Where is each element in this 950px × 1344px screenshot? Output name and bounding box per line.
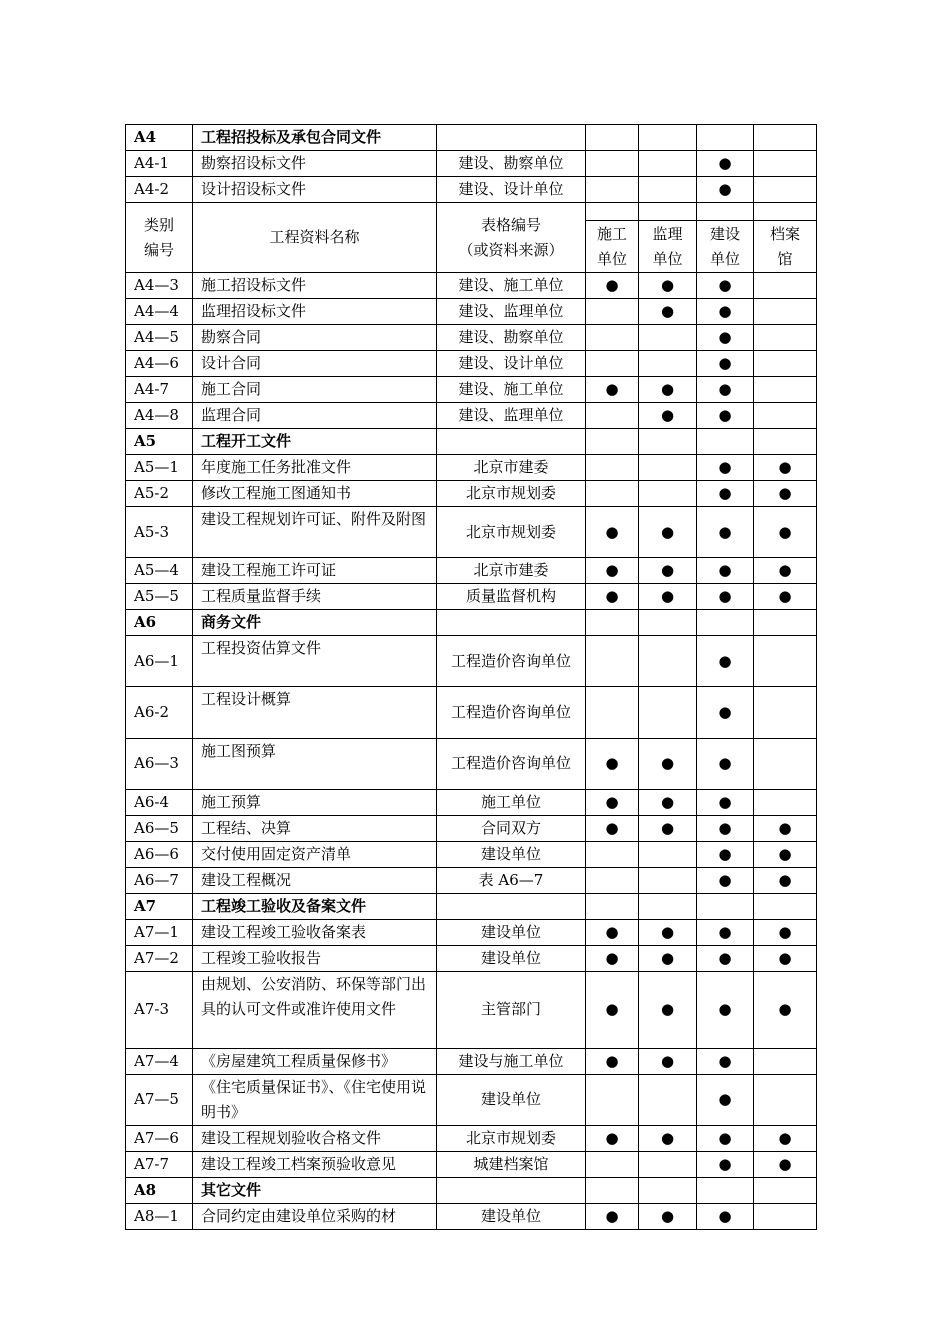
- mark-dot: ●: [754, 919, 817, 945]
- item-source: 建设、勘察单位: [437, 151, 586, 177]
- mark-dot: ●: [754, 481, 817, 507]
- mark-dot: ●: [697, 177, 754, 203]
- item-code: A4—4: [126, 299, 193, 325]
- mark-dot: ●: [586, 377, 639, 403]
- empty-cell: [437, 893, 586, 919]
- section-title: 商务文件: [193, 610, 437, 636]
- mark-dot: ●: [697, 299, 754, 325]
- mark-cell: [586, 403, 639, 429]
- item-name: 设计合同: [193, 351, 437, 377]
- mark-cell: [754, 403, 817, 429]
- mark-dot: ●: [639, 945, 697, 971]
- mark-dot: ●: [754, 558, 817, 584]
- item-source: 建设、设计单位: [437, 351, 586, 377]
- item-code: A7—5: [126, 1074, 193, 1125]
- item-code: A6—3: [126, 738, 193, 789]
- mark-dot: ●: [639, 789, 697, 815]
- mark-dot: ●: [697, 351, 754, 377]
- mark-dot: ●: [697, 151, 754, 177]
- mark-cell: [639, 841, 697, 867]
- mark-cell: [754, 151, 817, 177]
- mark-cell: [586, 636, 639, 687]
- mark-dot: ●: [697, 1048, 754, 1074]
- table-row: [126, 151, 817, 177]
- mark-dot: ●: [697, 1125, 754, 1151]
- item-source: 建设单位: [437, 945, 586, 971]
- empty-cell: [437, 1177, 586, 1203]
- table-header-row: [126, 203, 817, 273]
- empty-cell: [437, 610, 586, 636]
- table-row: [126, 377, 817, 403]
- mark-dot: ●: [754, 815, 817, 841]
- item-name: 工程设计概算: [193, 687, 437, 738]
- empty-cell: [586, 1177, 639, 1203]
- header-unit-label: 监理 单位: [652, 225, 683, 268]
- table-row: [126, 789, 817, 815]
- mark-dot: ●: [697, 1203, 754, 1229]
- item-source: 建设、监理单位: [437, 403, 586, 429]
- mark-dot: ●: [697, 455, 754, 481]
- table-row: [126, 687, 817, 738]
- item-source: 建设、监理单位: [437, 299, 586, 325]
- table-row: [126, 299, 817, 325]
- table-row: [126, 738, 817, 789]
- mark-cell: [754, 1074, 817, 1125]
- mark-dot: ●: [697, 945, 754, 971]
- item-source: 北京市建委: [437, 455, 586, 481]
- item-source: 质量监督机构: [437, 584, 586, 610]
- mark-dot: ●: [697, 971, 754, 1048]
- empty-cell: [639, 1177, 697, 1203]
- empty-cell: [586, 610, 639, 636]
- item-name: 施工预算: [193, 789, 437, 815]
- item-code: A4-1: [126, 151, 193, 177]
- mark-dot: ●: [697, 325, 754, 351]
- table-row: [126, 273, 817, 299]
- mark-dot: ●: [639, 1048, 697, 1074]
- mark-dot: ●: [639, 738, 697, 789]
- item-code: A6—5: [126, 815, 193, 841]
- empty-cell: [639, 610, 697, 636]
- table-row: [126, 1048, 817, 1074]
- mark-cell: [586, 455, 639, 481]
- mark-dot: ●: [754, 841, 817, 867]
- mark-dot: ●: [754, 455, 817, 481]
- mark-cell: [586, 351, 639, 377]
- item-code: A6-2: [126, 687, 193, 738]
- item-name: 监理合同: [193, 403, 437, 429]
- item-source: 建设与施工单位: [437, 1048, 586, 1074]
- item-source: 北京市规划委: [437, 507, 586, 558]
- empty-cell: [697, 1177, 754, 1203]
- table-row: [126, 815, 817, 841]
- mark-dot: ●: [697, 403, 754, 429]
- item-source: 建设、设计单位: [437, 177, 586, 203]
- mark-cell: [639, 177, 697, 203]
- mark-dot: ●: [586, 815, 639, 841]
- header-unit-label: 档案 馆: [769, 225, 800, 268]
- item-code: A5—4: [126, 558, 193, 584]
- item-code: A5-3: [126, 507, 193, 558]
- item-source: 建设单位: [437, 1203, 586, 1229]
- mark-dot: ●: [586, 507, 639, 558]
- section-title: 工程开工文件: [193, 429, 437, 455]
- mark-dot: ●: [586, 1203, 639, 1229]
- table-row: [126, 945, 817, 971]
- mark-dot: ●: [697, 377, 754, 403]
- section-code: A4: [126, 125, 193, 151]
- mark-dot: ●: [697, 273, 754, 299]
- item-source: 建设、勘察单位: [437, 325, 586, 351]
- mark-dot: ●: [639, 403, 697, 429]
- mark-dot: ●: [639, 584, 697, 610]
- item-code: A6-4: [126, 789, 193, 815]
- table-row: [126, 455, 817, 481]
- empty-cell: [639, 893, 697, 919]
- section-title: 其它文件: [193, 1177, 437, 1203]
- mark-dot: ●: [639, 815, 697, 841]
- mark-dot: ●: [754, 945, 817, 971]
- item-name: 由规划、公安消防、环保等部门出具的认可文件或准许使用文件: [193, 971, 437, 1048]
- item-code: A7—2: [126, 945, 193, 971]
- mark-cell: [586, 177, 639, 203]
- header-unit-2: [697, 203, 754, 273]
- header-unit-top-band: [639, 203, 696, 221]
- item-name: 施工招设标文件: [193, 273, 437, 299]
- table-row: [126, 177, 817, 203]
- header-name: 工程资料名称: [193, 203, 437, 273]
- item-name: 建设工程概况: [193, 867, 437, 893]
- section-code: A6: [126, 610, 193, 636]
- header-code: 类别 编号: [126, 203, 193, 273]
- empty-cell: [697, 893, 754, 919]
- mark-cell: [586, 841, 639, 867]
- empty-cell: [754, 125, 817, 151]
- table-row: [126, 403, 817, 429]
- table-row: [126, 351, 817, 377]
- item-code: A6—1: [126, 636, 193, 687]
- item-name: 建设工程竣工验收备案表: [193, 919, 437, 945]
- item-source: 主管部门: [437, 971, 586, 1048]
- mark-dot: ●: [697, 584, 754, 610]
- mark-dot: ●: [639, 299, 697, 325]
- item-source: 北京市规划委: [437, 1125, 586, 1151]
- mark-dot: ●: [697, 867, 754, 893]
- mark-dot: ●: [697, 1151, 754, 1177]
- item-source: 建设单位: [437, 841, 586, 867]
- mark-dot: ●: [754, 1125, 817, 1151]
- mark-dot: ●: [586, 1048, 639, 1074]
- table-row: [126, 507, 817, 558]
- item-name: 勘察合同: [193, 325, 437, 351]
- mark-cell: [639, 1151, 697, 1177]
- mark-dot: ●: [586, 789, 639, 815]
- mark-cell: [586, 325, 639, 351]
- item-code: A4—5: [126, 325, 193, 351]
- mark-cell: [639, 455, 697, 481]
- header-unit-1: [639, 203, 697, 273]
- mark-dot: ●: [586, 919, 639, 945]
- mark-dot: ●: [586, 945, 639, 971]
- mark-cell: [586, 481, 639, 507]
- mark-dot: ●: [754, 584, 817, 610]
- section-code: A8: [126, 1177, 193, 1203]
- mark-dot: ●: [639, 558, 697, 584]
- item-name: 工程质量监督手续: [193, 584, 437, 610]
- section-row: [126, 1177, 817, 1203]
- item-code: A5-2: [126, 481, 193, 507]
- mark-dot: ●: [697, 687, 754, 738]
- item-name: 施工合同: [193, 377, 437, 403]
- mark-cell: [754, 325, 817, 351]
- section-row: [126, 429, 817, 455]
- mark-dot: ●: [754, 971, 817, 1048]
- empty-cell: [697, 610, 754, 636]
- item-name: 施工图预算: [193, 738, 437, 789]
- mark-cell: [639, 867, 697, 893]
- header-unit-top-band: [697, 203, 753, 221]
- empty-cell: [754, 610, 817, 636]
- header-unit-3: [754, 203, 817, 273]
- item-name: 勘察招设标文件: [193, 151, 437, 177]
- mark-cell: [639, 636, 697, 687]
- mark-cell: [586, 1151, 639, 1177]
- header-unit-label: 建设 单位: [709, 225, 740, 268]
- mark-cell: [754, 351, 817, 377]
- mark-cell: [754, 1048, 817, 1074]
- item-source: 工程造价咨询单位: [437, 636, 586, 687]
- empty-cell: [586, 893, 639, 919]
- mark-dot: ●: [639, 971, 697, 1048]
- mark-dot: ●: [697, 558, 754, 584]
- section-row: [126, 125, 817, 151]
- mark-cell: [754, 636, 817, 687]
- mark-cell: [754, 1203, 817, 1229]
- header-unit-0: [586, 203, 639, 273]
- table-row: [126, 1125, 817, 1151]
- item-name: 建设工程施工许可证: [193, 558, 437, 584]
- item-code: A7—1: [126, 919, 193, 945]
- mark-cell: [586, 151, 639, 177]
- mark-dot: ●: [697, 1074, 754, 1125]
- header-source: 表格编号 （或资料来源）: [437, 203, 586, 273]
- archive-table: [125, 124, 817, 1230]
- item-source: 城建档案馆: [437, 1151, 586, 1177]
- item-code: A5—1: [126, 455, 193, 481]
- item-code: A7—6: [126, 1125, 193, 1151]
- mark-dot: ●: [697, 841, 754, 867]
- item-name: 设计招设标文件: [193, 177, 437, 203]
- mark-cell: [754, 299, 817, 325]
- empty-cell: [437, 429, 586, 455]
- item-code: A4—6: [126, 351, 193, 377]
- mark-dot: ●: [697, 919, 754, 945]
- mark-dot: ●: [697, 789, 754, 815]
- mark-cell: [639, 687, 697, 738]
- item-name: 监理招设标文件: [193, 299, 437, 325]
- item-source: 北京市规划委: [437, 481, 586, 507]
- item-name: 建设工程规划许可证、附件及附图: [193, 507, 437, 558]
- table-row: [126, 1151, 817, 1177]
- item-code: A4-7: [126, 377, 193, 403]
- mark-dot: ●: [754, 507, 817, 558]
- mark-dot: ●: [697, 815, 754, 841]
- mark-cell: [586, 1074, 639, 1125]
- section-title: 工程竣工验收及备案文件: [193, 893, 437, 919]
- mark-cell: [586, 867, 639, 893]
- item-source: 建设单位: [437, 919, 586, 945]
- mark-dot: ●: [586, 1125, 639, 1151]
- mark-cell: [754, 273, 817, 299]
- item-code: A6—6: [126, 841, 193, 867]
- mark-cell: [586, 687, 639, 738]
- mark-dot: ●: [754, 867, 817, 893]
- section-title: 工程招投标及承包合同文件: [193, 125, 437, 151]
- item-name: 修改工程施工图通知书: [193, 481, 437, 507]
- mark-cell: [754, 377, 817, 403]
- mark-dot: ●: [586, 558, 639, 584]
- table-row: [126, 481, 817, 507]
- header-unit-top-band: [586, 203, 638, 221]
- item-code: A4-2: [126, 177, 193, 203]
- item-source: 合同双方: [437, 815, 586, 841]
- mark-dot: ●: [697, 481, 754, 507]
- mark-dot: ●: [639, 919, 697, 945]
- item-name: 建设工程竣工档案预验收意见: [193, 1151, 437, 1177]
- mark-dot: ●: [697, 738, 754, 789]
- table-row: [126, 1203, 817, 1229]
- item-source: 工程造价咨询单位: [437, 687, 586, 738]
- item-source: 建设、施工单位: [437, 273, 586, 299]
- empty-cell: [697, 429, 754, 455]
- mark-cell: [754, 789, 817, 815]
- empty-cell: [754, 429, 817, 455]
- mark-dot: ●: [639, 507, 697, 558]
- section-row: [126, 610, 817, 636]
- section-code: A7: [126, 893, 193, 919]
- mark-dot: ●: [639, 1203, 697, 1229]
- empty-cell: [437, 125, 586, 151]
- item-source: 施工单位: [437, 789, 586, 815]
- header-unit-label: 施工 单位: [596, 225, 627, 268]
- mark-cell: [639, 351, 697, 377]
- item-name: 《住宅质量保证书》、《住宅使用说明书》: [193, 1074, 437, 1125]
- item-name: 年度施工任务批准文件: [193, 455, 437, 481]
- mark-dot: ●: [697, 636, 754, 687]
- table-row: [126, 971, 817, 1048]
- item-code: A7-3: [126, 971, 193, 1048]
- mark-dot: ●: [639, 377, 697, 403]
- item-source: 表 A6—7: [437, 867, 586, 893]
- header-unit-top-band: [754, 203, 816, 221]
- item-source: 北京市建委: [437, 558, 586, 584]
- mark-cell: [754, 738, 817, 789]
- item-code: A7—4: [126, 1048, 193, 1074]
- item-name: 工程结、决算: [193, 815, 437, 841]
- mark-dot: ●: [586, 584, 639, 610]
- item-name: 交付使用固定资产清单: [193, 841, 437, 867]
- mark-dot: ●: [586, 971, 639, 1048]
- table-row: [126, 919, 817, 945]
- mark-cell: [639, 481, 697, 507]
- table-row: [126, 636, 817, 687]
- empty-cell: [754, 1177, 817, 1203]
- mark-cell: [754, 687, 817, 738]
- empty-cell: [586, 125, 639, 151]
- item-source: 建设单位: [437, 1074, 586, 1125]
- mark-cell: [639, 325, 697, 351]
- mark-dot: ●: [697, 507, 754, 558]
- table-row: [126, 841, 817, 867]
- item-code: A7-7: [126, 1151, 193, 1177]
- mark-dot: ●: [586, 273, 639, 299]
- item-code: A5—5: [126, 584, 193, 610]
- empty-cell: [586, 429, 639, 455]
- item-name: 《房屋建筑工程质量保修书》: [193, 1048, 437, 1074]
- item-code: A6—7: [126, 867, 193, 893]
- table-row: [126, 1074, 817, 1125]
- empty-cell: [697, 125, 754, 151]
- item-code: A4—3: [126, 273, 193, 299]
- item-source: 工程造价咨询单位: [437, 738, 586, 789]
- item-source: 建设、施工单位: [437, 377, 586, 403]
- mark-dot: ●: [754, 1151, 817, 1177]
- table-row: [126, 558, 817, 584]
- mark-cell: [639, 1074, 697, 1125]
- table-row: [126, 584, 817, 610]
- mark-dot: ●: [639, 1125, 697, 1151]
- item-name: 建设工程规划验收合格文件: [193, 1125, 437, 1151]
- mark-dot: ●: [639, 273, 697, 299]
- empty-cell: [754, 893, 817, 919]
- mark-cell: [639, 151, 697, 177]
- empty-cell: [639, 125, 697, 151]
- section-row: [126, 893, 817, 919]
- empty-cell: [639, 429, 697, 455]
- item-name: 工程竣工验收报告: [193, 945, 437, 971]
- mark-cell: [586, 299, 639, 325]
- table-row: [126, 325, 817, 351]
- mark-cell: [754, 177, 817, 203]
- item-code: A4—8: [126, 403, 193, 429]
- item-name: 工程投资估算文件: [193, 636, 437, 687]
- mark-dot: ●: [586, 738, 639, 789]
- section-code: A5: [126, 429, 193, 455]
- item-name: 合同约定由建设单位采购的材: [193, 1203, 437, 1229]
- table-row: [126, 867, 817, 893]
- item-code: A8—1: [126, 1203, 193, 1229]
